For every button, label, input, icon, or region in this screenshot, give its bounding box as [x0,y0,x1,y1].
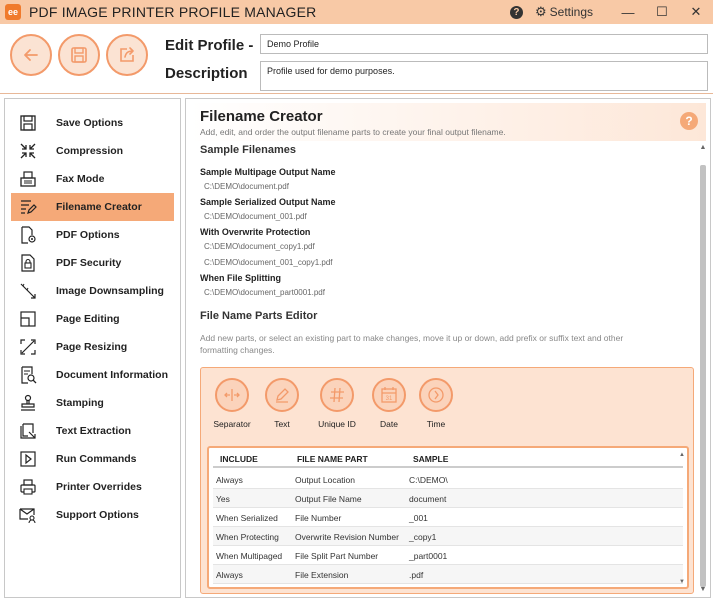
add-text-button[interactable] [262,378,302,429]
sidebar-item-page-resizing[interactable] [11,333,174,361]
add-date-button[interactable] [369,378,409,429]
part-cell: Output File Name [295,494,362,504]
sidebar-item-label: Compression [56,145,124,157]
sample-path: C:\DEMO\document_copy1.pdf [204,242,315,251]
sample-path: C:\DEMO\document_001_copy1.pdf [204,258,333,267]
pdf-gear-icon [17,224,39,246]
profile-name-field[interactable]: Demo Profile [260,34,708,54]
downsample-icon [17,280,39,302]
part-cell: File Number [295,513,342,523]
pencil-list-icon [17,196,39,218]
text-extract-icon [17,420,39,442]
sidebar [4,98,181,598]
table-scrollbar[interactable] [679,452,685,585]
panel-scrollbar[interactable] [698,143,708,595]
sidebar-item-document-information[interactable] [11,361,174,389]
floppy-icon [69,45,89,65]
lock-doc-icon [17,252,39,274]
stamp-icon [17,392,39,414]
doc-search-icon [17,364,39,386]
scroll-thumb[interactable] [700,165,706,587]
sample-path: C:\DEMO\document_part0001.pdf [204,288,325,297]
app-title: PDF IMAGE PRINTER PROFILE MANAGER [29,4,317,20]
sidebar-item-label: Support Options [56,509,139,521]
sidebar-item-image-downsampling[interactable] [11,277,174,305]
sidebar-item-label: Document Information [56,369,168,381]
scroll-down-icon[interactable]: ▼ [699,586,707,593]
compress-icon [17,140,39,162]
add-separator-button[interactable] [212,378,252,429]
save-button[interactable] [58,34,100,76]
description-field[interactable]: Profile used for demo purposes. [260,61,708,91]
part-button-label: Time [426,419,446,429]
table-row[interactable] [213,565,683,584]
sample-path: C:\DEMO\document.pdf [204,182,289,191]
page-subtitle: Add, edit, and order the output filename parts to create your final output filename. [200,127,506,137]
include-cell: When Multipaged [216,551,283,561]
table-row[interactable] [213,508,683,527]
settings-label: Settings [549,5,593,19]
include-cell: Always [216,570,243,580]
title-bar-controls [510,0,713,24]
part-cell: Output Location [295,475,356,485]
include-cell: When Serialized [216,513,278,523]
sidebar-item-label: Printer Overrides [56,481,142,493]
separator-icon [215,378,249,412]
sample-cell: C:\DEMO\ [409,475,448,485]
page-title: Filename Creator [200,108,323,125]
sample-cell: .pdf [409,570,424,580]
sidebar-item-label: Page Editing [56,313,120,325]
back-button[interactable] [10,34,52,76]
table-row[interactable] [213,546,683,565]
part-button-label: Unique ID [318,419,356,429]
sample-cell: _copy1 [409,532,437,542]
maximize-button[interactable]: ☐ [656,4,668,19]
app-logo-icon: ee [5,4,21,20]
calendar-icon [372,378,406,412]
sample-label: Sample Serialized Output Name [200,197,336,207]
part-button-label: Separator [213,419,251,429]
sidebar-item-label: Fax Mode [56,173,105,185]
sample-cell: document [409,494,447,504]
sample-filenames-title: Sample Filenames [200,144,296,156]
include-cell: When Protecting [216,532,279,542]
sidebar-item-label: Save Options [56,117,124,129]
table-row[interactable] [213,489,683,508]
part-cell: Overwrite Revision Number [295,532,399,542]
printer-icon [17,476,39,498]
sample-cell: _001 [409,513,428,523]
export-button[interactable] [106,34,148,76]
fax-icon [17,168,39,190]
pencil-icon [265,378,299,412]
description-label: Description [165,65,248,82]
sidebar-item-filename-creator[interactable] [11,193,174,221]
sidebar-item-label: Filename Creator [56,201,142,213]
help-icon[interactable]: ? [680,112,698,130]
table-row[interactable] [213,527,683,546]
sidebar-item-label: Image Downsampling [56,285,164,297]
add-unique-id-button[interactable] [317,378,357,429]
parts-editor [200,367,694,594]
part-button-label: Date [380,419,398,429]
part-cell: File Split Part Number [295,551,379,561]
help-icon[interactable]: ? [510,6,523,19]
sidebar-item-label: Text Extraction [56,425,132,437]
sidebar-item-support-options[interactable] [11,501,174,529]
sample-path: C:\DEMO\document_001.pdf [204,212,307,221]
gear-icon: ⚙ [534,4,547,19]
edit-profile-label: Edit Profile - [165,37,254,54]
close-button[interactable]: ✕ [690,4,702,19]
share-icon [117,45,137,65]
arrow-left-icon [21,45,41,65]
floppy-icon [17,112,39,134]
settings-button[interactable] [535,4,593,20]
sidebar-item-run-commands[interactable] [11,445,174,473]
clock-icon [419,378,453,412]
column-header-file-name-part: FILE NAME PART [297,454,368,464]
table-header [213,452,683,468]
sample-cell: _part0001 [409,551,448,561]
scroll-up-icon[interactable]: ▲ [699,144,707,151]
include-cell: Always [216,475,243,485]
title-bar [0,0,713,24]
sidebar-item-page-editing[interactable] [11,305,174,333]
svg-text:31: 31 [385,396,393,402]
parts-editor-title: File Name Parts Editor [200,310,318,322]
sidebar-item-fax-mode[interactable] [11,165,174,193]
sidebar-item-save-options[interactable] [11,109,174,137]
minimize-button[interactable]: — [621,4,635,20]
sidebar-item-text-extraction[interactable] [11,417,174,445]
filename-creator-panel [185,98,711,598]
table-row[interactable] [213,470,683,489]
resize-icon [17,336,39,358]
sidebar-item-label: Run Commands [56,453,137,465]
column-header-include: INCLUDE [220,454,258,464]
support-mail-icon [17,504,39,526]
run-icon [17,448,39,470]
part-cell: File Extension [295,570,349,580]
sidebar-item-printer-overrides[interactable] [11,473,174,501]
parts-editor-description: Add new parts, or select an existing part to make changes, move it up or down, add prefix or suffix text and other formatting changes. [200,333,624,355]
add-time-button[interactable] [416,378,456,429]
sidebar-item-pdf-options[interactable] [11,221,174,249]
sample-label: Sample Multipage Output Name [200,167,336,177]
part-button-label: Text [274,419,290,429]
page-edit-icon [17,308,39,330]
sidebar-item-stamping[interactable] [11,389,174,417]
sample-label: With Overwrite Protection [200,227,311,237]
scroll-down-icon[interactable]: ▼ [679,579,685,585]
column-header-sample: SAMPLE [413,454,449,464]
hash-icon [320,378,354,412]
sample-label: When File Splitting [200,273,281,283]
sidebar-item-compression[interactable] [11,137,174,165]
profile-header [0,24,713,94]
include-cell: Yes [216,494,230,504]
panel-header [190,103,706,141]
sidebar-item-label: Stamping [56,397,104,409]
sidebar-item-label: PDF Options [56,229,120,241]
sidebar-item-label: PDF Security [56,257,122,269]
file-name-parts-table [207,446,689,589]
sidebar-item-pdf-security[interactable] [11,249,174,277]
scroll-up-icon[interactable]: ▲ [679,452,685,458]
sidebar-item-label: Page Resizing [56,341,128,353]
